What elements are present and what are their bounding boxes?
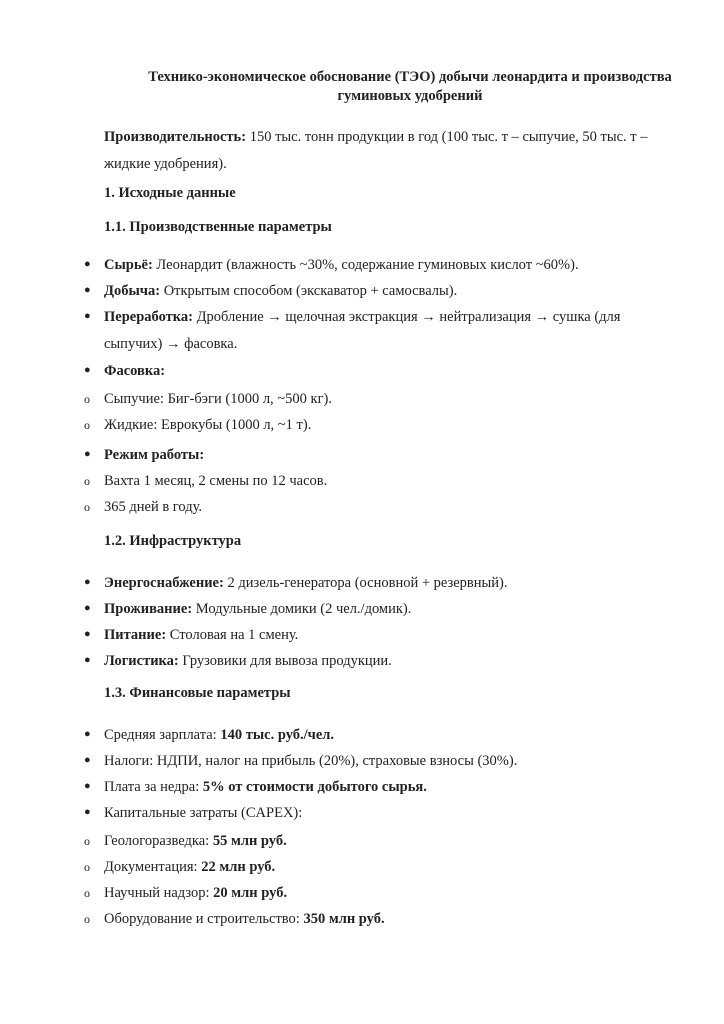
bullet-icon: ● [84,780,91,792]
list-item-packaging [104,358,664,385]
item-text: 2 дизель-генератора (основной + резервный). [223,575,508,591]
list-item-capex [104,800,664,827]
list-item-subsoil-fee [104,774,664,801]
item-text: Грузовики для вывоза продукции. [178,653,392,669]
list-item-processing [104,304,644,358]
item-label: Переработка: [104,309,193,325]
item-text: Столовая на 1 смену. [166,627,299,643]
bullet-icon: ● [84,448,91,460]
bullet-icon: ● [84,310,91,322]
item-value: 140 тыс. руб./чел. [220,727,335,743]
item-label: Проживание: [104,601,193,617]
item-label: Логистика: [104,653,179,669]
item-label: Сырьё: [104,257,153,273]
item-value: 5% от стоимости добытого сырья. [202,779,427,795]
sub-bullet-icon: o [84,474,90,488]
item-text: Плата за недра: [104,779,203,795]
productivity-text: 150 тыс. тонн продукции в год (100 тыс. т – сыпучие, 50 тыс. т – жидкие удобрения). [104,129,648,172]
item-value: 22 млн руб. [201,859,276,875]
item-text: Геологоразведка: [104,833,213,849]
bullet-icon: ● [84,728,91,740]
sub-bullet-icon: o [84,886,90,900]
item-text: Средняя зарплата: [104,727,221,743]
item-label: Добыча: [104,283,161,299]
section-heading-1-2: 1.2. Инфраструктура [104,533,242,549]
sub-bullet-icon: o [84,500,90,514]
list-item-housing [104,596,664,623]
item-text: Налоги: НДПИ, налог на прибыль (20%), страховые взносы (30%). [104,753,518,769]
list-item-raw-material [104,252,664,279]
section-heading-1: 1. Исходные данные [104,185,236,201]
bullet-icon: ● [84,654,91,666]
list-item-work-mode [104,442,664,469]
document-title [100,68,720,106]
bullet-icon: ● [84,628,91,640]
item-value: 55 млн руб. [212,833,287,849]
sub-item-bulk: Сыпучие: Биг-бэги (1000 л, ~500 кг). [104,391,332,407]
sub-item-documentation [104,854,664,881]
item-label: Фасовка: [104,363,166,379]
list-item-energy [104,570,664,597]
bullet-icon: ● [84,806,91,818]
section-heading-1-1: 1.1. Производственные параметры [104,219,332,235]
productivity-label: Производительность: [104,129,247,145]
sub-item-geology [104,828,664,855]
sub-bullet-icon: o [84,912,90,926]
item-text: Капитальные затраты (CAPEX): [104,805,303,821]
sub-item-liquid: Жидкие: Еврокубы (1000 л, ~1 т). [104,417,312,433]
bullet-icon: ● [84,602,91,614]
item-label: Энергоснабжение: [104,575,224,591]
sub-item-shift: Вахта 1 месяц, 2 смены по 12 часов. [104,473,328,489]
bullet-icon: ● [84,576,91,588]
bullet-icon: ● [84,364,91,376]
item-label: Питание: [104,627,167,643]
item-text: Модульные домики (2 чел./домик). [192,601,412,617]
section-heading-1-3: 1.3. Финансовые параметры [104,685,291,701]
list-item-extraction [104,278,664,305]
sub-item-days: 365 дней в году. [104,499,203,515]
item-text: Документация: [104,859,202,875]
item-text: Открытым способом (экскаватор + самосвалы). [160,283,458,299]
bullet-icon: ● [84,754,91,766]
item-text: Оборудование и строительство: [104,911,304,927]
list-item-food [104,622,664,649]
title-line-1: Технико-экономическое обоснование (ТЭО) добычи леонардита и производства [148,69,672,85]
title-line-2: гуминовых удобрений [337,88,483,104]
bullet-icon: ● [84,284,91,296]
item-text: Дробление → щелочная экстракция → нейтрализация → сушка (для сыпучих) → фасовка. [104,309,621,352]
item-value: 20 млн руб. [213,885,288,901]
sub-bullet-icon: o [84,418,90,432]
list-item-salary [104,722,664,749]
item-text: Леонардит (влажность ~30%, содержание гуминовых кислот ~60%). [152,257,579,273]
sub-item-supervision [104,880,664,907]
productivity-paragraph [104,124,660,178]
bullet-icon: ● [84,258,91,270]
sub-item-equipment [104,906,664,933]
list-item-taxes [104,748,664,775]
item-text: Научный надзор: [104,885,214,901]
sub-bullet-icon: o [84,392,90,406]
item-value: 350 млн руб. [303,911,385,927]
item-label: Режим работы: [104,447,205,463]
sub-bullet-icon: o [84,834,90,848]
sub-bullet-icon: o [84,860,90,874]
list-item-logistics [104,648,664,675]
